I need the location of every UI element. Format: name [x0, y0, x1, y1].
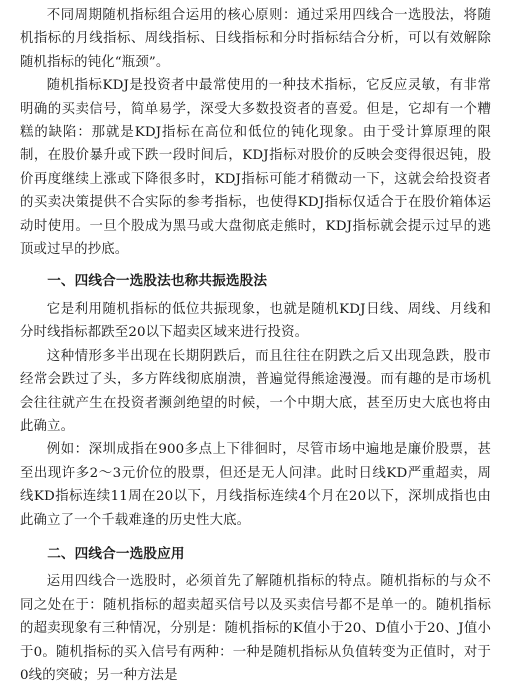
intro-paragraph-2: 随机指标KDJ是投资者中最常使用的一种技术指标，它反应灵敏，有非常明确的买卖信号，简单易学，深受大多数投资者的喜爱。但是，它却有一个糟糕的缺陷：那就是KDJ指标在高位和低位的钝化现象。由于受计算原理的限制，在股价暴升或下跌一段时间后，KDJ指标对股价的反映会变得很迟钝，股价再度继续上涨或下降很多时，KDJ指标可能才稍微动一下，这就会给投资者的买卖决策提供不合实际的参考指标，也使得KDJ指标仅适合于在股价箱体运动时使用。一旦个股成为黑马或大盘彻底走熊时，KDJ指标就会提示过早的逃顶或过早的抄底。	[20, 78, 491, 258]
section1-paragraph-2: 这种情形多半出现在长期阴跌后，而且往往在阴跌之后又出现急跌，股市经常会跌过了头，多方阵线彻底崩溃，普遍觉得熊途漫漫。而有趣的是市场机会往往就产生在投资者濒剑绝望的时候，一个中期大底，甚至历史大底也将由此确立。	[20, 348, 491, 434]
intro-paragraph-1: 不同周期随机指标组合运用的核心原则：通过采用四线合一选股法，将随机指标的月线指标、周线指标、日线指标和分时指标结合分析，可以有效解除随机指标的钝化“瓶颈”。	[20, 8, 491, 70]
section1-paragraph-1: 它是利用随机指标的低位共振现象，也就是随机KDJ日线、周线、月线和分时线指标都跌至20以下超卖区域来进行投资。	[20, 301, 491, 341]
section2-paragraph-1: 运用四线合一选股时，必须首先了解随机指标的特点。随机指标的与众不同之处在于：随机指标的超卖超买信号以及买卖信号都不是单一的。随机指标的超卖现象有三种情况，分别是：随机指标的K值小于20、D值小于20、J值小于0。随机指标的买入信号有两种：一种是随机指标从负值转变为正值时，对于0线的突破；另一种方法是	[20, 574, 491, 683]
section-heading-1: 一、四线合一选股法也称共振选股法	[47, 273, 268, 290]
section-heading-2: 二、四线合一选股应用	[47, 545, 185, 562]
section1-paragraph-3: 例如：深圳成指在900多点上下徘徊时，尽管市场中遍地是廉价股票，甚至出现许多2～3元价位的股票，但还是无人问津。此时日线KD严重超卖，周线KD指标连续11周在20以下，月线指标连续4个月在20以下，深圳成指也由此确立了一个千载难逢的历史性大底。	[20, 442, 491, 528]
